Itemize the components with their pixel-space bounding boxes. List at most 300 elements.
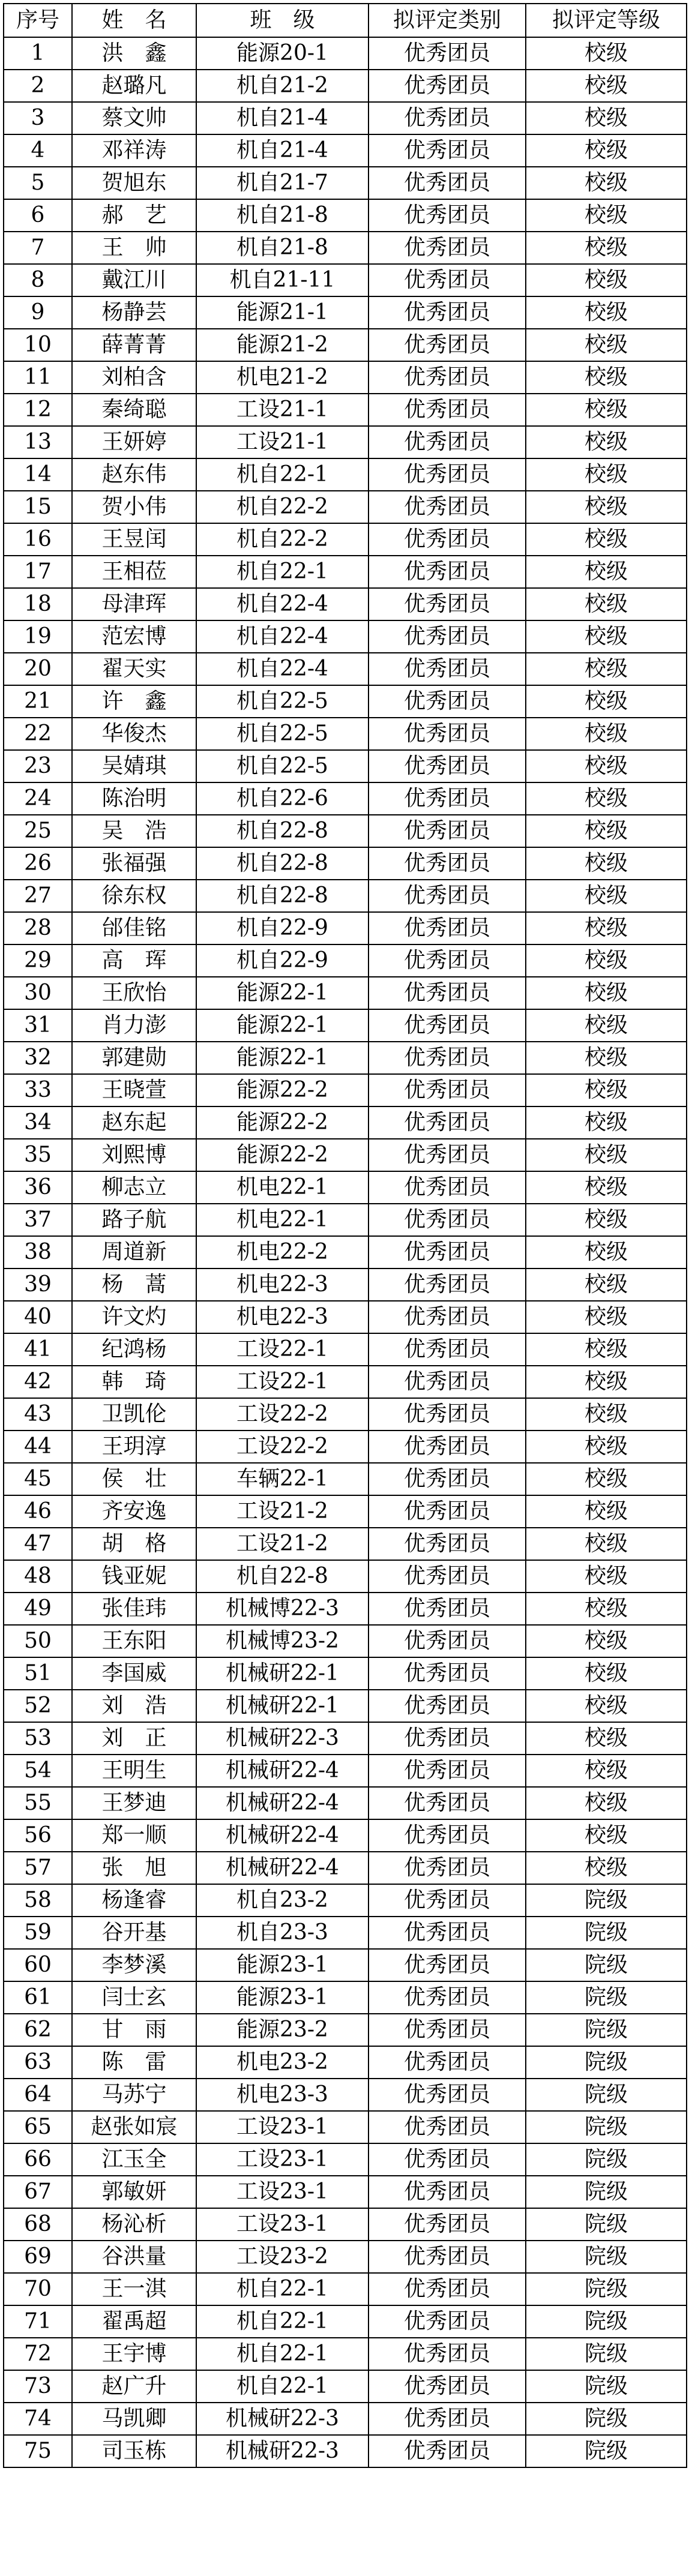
award-level-cell: 院级: [526, 2143, 687, 2176]
class-cell: 工设23-1: [196, 2208, 369, 2241]
class-cell: 工设22-1: [196, 1333, 369, 1366]
serial-number-cell: 5: [4, 167, 72, 199]
award-level-cell: 校级: [526, 1268, 687, 1301]
table-row: [4, 2403, 687, 2435]
award-category-cell: 优秀团员: [369, 1301, 526, 1333]
award-level-cell: 院级: [526, 2403, 687, 2435]
table-row: [4, 1074, 687, 1106]
award-level-cell: 院级: [526, 2273, 687, 2305]
award-level-cell: 校级: [526, 1398, 687, 1431]
table-row: [4, 1560, 687, 1593]
name-cell: 张福强: [72, 847, 196, 880]
serial-number-cell: 4: [4, 134, 72, 167]
award-category-cell: 优秀团员: [369, 2111, 526, 2143]
name-cell: 范宏博: [72, 620, 196, 653]
name-cell: 卫凯伦: [72, 1398, 196, 1431]
award-category-cell: 优秀团员: [369, 1106, 526, 1139]
name-cell: 赵东起: [72, 1106, 196, 1139]
class-cell: 机械研22-3: [196, 2403, 369, 2435]
class-cell: 能源23-1: [196, 1949, 369, 1981]
table-row: [4, 847, 687, 880]
serial-number-cell: 47: [4, 1528, 72, 1560]
class-cell: 机自22-8: [196, 847, 369, 880]
class-cell: 能源22-1: [196, 1009, 369, 1042]
serial-number-cell: 30: [4, 977, 72, 1009]
award-level-cell: 校级: [526, 847, 687, 880]
serial-number-cell: 72: [4, 2338, 72, 2370]
name-cell: 张 旭: [72, 1852, 196, 1884]
award-category-cell: 优秀团员: [369, 1139, 526, 1171]
name-cell: 柳志立: [72, 1171, 196, 1204]
class-cell: 工设23-1: [196, 2176, 369, 2208]
table-row: [4, 329, 687, 361]
class-cell: 工设23-1: [196, 2111, 369, 2143]
serial-number-cell: 57: [4, 1852, 72, 1884]
class-cell: 工设21-2: [196, 1495, 369, 1528]
class-cell: 能源22-1: [196, 977, 369, 1009]
name-cell: 贺旭东: [72, 167, 196, 199]
class-cell: 机电23-3: [196, 2079, 369, 2111]
award-level-cell: 校级: [526, 1528, 687, 1560]
award-category-cell: 优秀团员: [369, 1722, 526, 1755]
serial-number-cell: 24: [4, 782, 72, 815]
class-cell: 工设22-2: [196, 1431, 369, 1463]
serial-number-cell: 21: [4, 685, 72, 718]
class-cell: 机自22-1: [196, 2338, 369, 2370]
award-category-cell: 优秀团员: [369, 199, 526, 232]
award-level-cell: 校级: [526, 1593, 687, 1625]
table-row: [4, 1949, 687, 1981]
table-row: [4, 2176, 687, 2208]
table-row: [4, 523, 687, 556]
serial-number-cell: 9: [4, 296, 72, 329]
header-serial-number: 序号: [4, 4, 72, 37]
award-level-cell: 校级: [526, 1787, 687, 1819]
award-category-cell: 优秀团员: [369, 620, 526, 653]
award-category-cell: 优秀团员: [369, 1625, 526, 1657]
award-category-cell: 优秀团员: [369, 588, 526, 620]
award-level-cell: 校级: [526, 1690, 687, 1722]
award-level-cell: 院级: [526, 1917, 687, 1949]
table-row: [4, 1171, 687, 1204]
class-cell: 能源23-2: [196, 2014, 369, 2046]
award-category-cell: 优秀团员: [369, 847, 526, 880]
award-level-cell: 校级: [526, 102, 687, 134]
name-cell: 李国威: [72, 1657, 196, 1690]
award-category-cell: 优秀团员: [369, 491, 526, 523]
class-cell: 能源20-1: [196, 37, 369, 70]
award-level-cell: 校级: [526, 556, 687, 588]
class-cell: 机自22-8: [196, 880, 369, 912]
award-level-cell: 院级: [526, 2079, 687, 2111]
header-award-level: 拟评定等级: [526, 4, 687, 37]
award-level-cell: 院级: [526, 2338, 687, 2370]
class-cell: 机自22-2: [196, 523, 369, 556]
serial-number-cell: 74: [4, 2403, 72, 2435]
serial-number-cell: 11: [4, 361, 72, 394]
award-category-cell: 优秀团员: [369, 2338, 526, 2370]
table-row: [4, 880, 687, 912]
award-level-cell: 校级: [526, 685, 687, 718]
award-category-cell: 优秀团员: [369, 2208, 526, 2241]
serial-number-cell: 63: [4, 2046, 72, 2079]
name-cell: 江玉全: [72, 2143, 196, 2176]
serial-number-cell: 49: [4, 1593, 72, 1625]
name-cell: 刘 正: [72, 1722, 196, 1755]
award-category-cell: 优秀团员: [369, 1949, 526, 1981]
class-cell: 机械研22-4: [196, 1787, 369, 1819]
award-level-cell: 院级: [526, 1884, 687, 1917]
award-level-cell: 院级: [526, 2241, 687, 2273]
award-category-cell: 优秀团员: [369, 944, 526, 977]
award-category-cell: 优秀团员: [369, 1009, 526, 1042]
award-level-cell: 校级: [526, 296, 687, 329]
award-category-cell: 优秀团员: [369, 2143, 526, 2176]
award-level-cell: 校级: [526, 977, 687, 1009]
award-level-cell: 校级: [526, 134, 687, 167]
name-cell: 戴江川: [72, 264, 196, 296]
class-cell: 机自22-5: [196, 718, 369, 750]
table-row: [4, 1204, 687, 1236]
award-level-cell: 校级: [526, 1333, 687, 1366]
serial-number-cell: 33: [4, 1074, 72, 1106]
award-level-cell: 校级: [526, 1204, 687, 1236]
award-category-cell: 优秀团员: [369, 1560, 526, 1593]
class-cell: 工设23-1: [196, 2143, 369, 2176]
serial-number-cell: 2: [4, 70, 72, 102]
class-cell: 能源21-1: [196, 296, 369, 329]
award-category-cell: 优秀团员: [369, 1819, 526, 1852]
award-level-cell: 校级: [526, 1366, 687, 1398]
table-row: [4, 199, 687, 232]
award-level-cell: 校级: [526, 912, 687, 944]
table-row: [4, 361, 687, 394]
award-category-cell: 优秀团员: [369, 426, 526, 458]
serial-number-cell: 20: [4, 653, 72, 685]
award-category-cell: 优秀团员: [369, 1917, 526, 1949]
award-category-cell: 优秀团员: [369, 2305, 526, 2338]
name-cell: 杨 蒿: [72, 1268, 196, 1301]
name-cell: 贺小伟: [72, 491, 196, 523]
class-cell: 机械研22-4: [196, 1755, 369, 1787]
table-row: [4, 102, 687, 134]
name-cell: 周道新: [72, 1236, 196, 1268]
serial-number-cell: 34: [4, 1106, 72, 1139]
table-row: [4, 1690, 687, 1722]
award-category-cell: 优秀团员: [369, 2046, 526, 2079]
table-row: [4, 232, 687, 264]
award-category-cell: 优秀团员: [369, 2241, 526, 2273]
class-cell: 能源22-2: [196, 1074, 369, 1106]
name-cell: 郭建勋: [72, 1042, 196, 1074]
award-level-cell: 校级: [526, 1495, 687, 1528]
name-cell: 许 鑫: [72, 685, 196, 718]
class-cell: 机自21-2: [196, 70, 369, 102]
name-cell: 纪鸿杨: [72, 1333, 196, 1366]
award-level-cell: 校级: [526, 199, 687, 232]
name-cell: 李梦溪: [72, 1949, 196, 1981]
award-level-cell: 校级: [526, 361, 687, 394]
class-cell: 机自21-8: [196, 232, 369, 264]
table-row: [4, 491, 687, 523]
serial-number-cell: 54: [4, 1755, 72, 1787]
table-row: [4, 2143, 687, 2176]
award-category-cell: 优秀团员: [369, 1074, 526, 1106]
serial-number-cell: 65: [4, 2111, 72, 2143]
class-cell: 机自23-2: [196, 1884, 369, 1917]
class-cell: 机自22-2: [196, 491, 369, 523]
serial-number-cell: 64: [4, 2079, 72, 2111]
award-category-cell: 优秀团员: [369, 2079, 526, 2111]
class-cell: 机电23-2: [196, 2046, 369, 2079]
class-cell: 机械研22-3: [196, 1722, 369, 1755]
class-cell: 机械博23-2: [196, 1625, 369, 1657]
class-cell: 机械研22-4: [196, 1852, 369, 1884]
table-row: [4, 1236, 687, 1268]
class-cell: 工设22-2: [196, 1398, 369, 1431]
serial-number-cell: 51: [4, 1657, 72, 1690]
award-category-cell: 优秀团员: [369, 1042, 526, 1074]
name-cell: 胡 格: [72, 1528, 196, 1560]
table-row: [4, 1528, 687, 1560]
class-cell: 机自22-8: [196, 1560, 369, 1593]
table-row: [4, 2111, 687, 2143]
serial-number-cell: 69: [4, 2241, 72, 2273]
serial-number-cell: 16: [4, 523, 72, 556]
award-level-cell: 校级: [526, 1074, 687, 1106]
serial-number-cell: 31: [4, 1009, 72, 1042]
serial-number-cell: 59: [4, 1917, 72, 1949]
award-category-cell: 优秀团员: [369, 523, 526, 556]
award-level-cell: 校级: [526, 750, 687, 782]
class-cell: 工设21-2: [196, 1528, 369, 1560]
award-level-cell: 院级: [526, 2046, 687, 2079]
table-row: [4, 1398, 687, 1431]
name-cell: 秦绮聪: [72, 394, 196, 426]
table-row: [4, 620, 687, 653]
award-level-cell: 院级: [526, 2176, 687, 2208]
serial-number-cell: 53: [4, 1722, 72, 1755]
class-cell: 能源22-1: [196, 1042, 369, 1074]
name-cell: 赵东伟: [72, 458, 196, 491]
serial-number-cell: 17: [4, 556, 72, 588]
table-body: [4, 37, 687, 2467]
class-cell: 机自21-7: [196, 167, 369, 199]
serial-number-cell: 3: [4, 102, 72, 134]
serial-number-cell: 56: [4, 1819, 72, 1852]
name-cell: 闫士玄: [72, 1981, 196, 2014]
table-row: [4, 1009, 687, 1042]
award-category-cell: 优秀团员: [369, 815, 526, 847]
award-level-cell: 校级: [526, 232, 687, 264]
award-level-cell: 校级: [526, 426, 687, 458]
award-category-cell: 优秀团员: [369, 1431, 526, 1463]
class-cell: 机自21-8: [196, 199, 369, 232]
table-row: [4, 2046, 687, 2079]
serial-number-cell: 58: [4, 1884, 72, 1917]
award-level-cell: 校级: [526, 1463, 687, 1495]
class-cell: 机自22-1: [196, 2305, 369, 2338]
award-category-cell: 优秀团员: [369, 1463, 526, 1495]
award-level-cell: 校级: [526, 815, 687, 847]
award-level-cell: 院级: [526, 2370, 687, 2403]
class-cell: 车辆22-1: [196, 1463, 369, 1495]
table-row: [4, 70, 687, 102]
name-cell: 华俊杰: [72, 718, 196, 750]
award-level-cell: 校级: [526, 1431, 687, 1463]
name-cell: 甘 雨: [72, 2014, 196, 2046]
serial-number-cell: 75: [4, 2435, 72, 2467]
name-cell: 邓祥涛: [72, 134, 196, 167]
table-row: [4, 2338, 687, 2370]
award-category-cell: 优秀团员: [369, 2403, 526, 2435]
name-cell: 杨逢睿: [72, 1884, 196, 1917]
award-level-cell: 校级: [526, 1657, 687, 1690]
class-cell: 工设22-1: [196, 1366, 369, 1398]
award-level-cell: 校级: [526, 782, 687, 815]
name-cell: 徐东权: [72, 880, 196, 912]
name-cell: 郭敏妍: [72, 2176, 196, 2208]
table-row: [4, 815, 687, 847]
name-cell: 王妍婷: [72, 426, 196, 458]
class-cell: 机自22-1: [196, 458, 369, 491]
name-cell: 赵广升: [72, 2370, 196, 2403]
award-category-cell: 优秀团员: [369, 1755, 526, 1787]
table-row: [4, 2014, 687, 2046]
table-row: [4, 912, 687, 944]
award-level-cell: 校级: [526, 1042, 687, 1074]
serial-number-cell: 61: [4, 1981, 72, 2014]
serial-number-cell: 22: [4, 718, 72, 750]
serial-number-cell: 41: [4, 1333, 72, 1366]
serial-number-cell: 73: [4, 2370, 72, 2403]
table-row: [4, 1366, 687, 1398]
name-cell: 谷洪量: [72, 2241, 196, 2273]
class-cell: 机自21-4: [196, 134, 369, 167]
class-cell: 机自22-1: [196, 556, 369, 588]
class-cell: 机自21-11: [196, 264, 369, 296]
class-cell: 机自21-4: [196, 102, 369, 134]
award-category-cell: 优秀团员: [369, 977, 526, 1009]
serial-number-cell: 39: [4, 1268, 72, 1301]
class-cell: 机械研22-1: [196, 1657, 369, 1690]
award-category-cell: 优秀团员: [369, 912, 526, 944]
table-row: [4, 1495, 687, 1528]
award-category-cell: 优秀团员: [369, 2014, 526, 2046]
serial-number-cell: 1: [4, 37, 72, 70]
award-category-cell: 优秀团员: [369, 458, 526, 491]
name-cell: 王玥淳: [72, 1431, 196, 1463]
table-row: [4, 1106, 687, 1139]
name-cell: 翟天实: [72, 653, 196, 685]
table-row: [4, 2208, 687, 2241]
award-category-cell: 优秀团员: [369, 2273, 526, 2305]
award-level-cell: 校级: [526, 264, 687, 296]
serial-number-cell: 15: [4, 491, 72, 523]
award-level-cell: 院级: [526, 2111, 687, 2143]
award-category-cell: 优秀团员: [369, 718, 526, 750]
class-cell: 能源22-2: [196, 1139, 369, 1171]
name-cell: 薛菁菁: [72, 329, 196, 361]
award-category-cell: 优秀团员: [369, 134, 526, 167]
award-category-cell: 优秀团员: [369, 1204, 526, 1236]
class-cell: 机电22-3: [196, 1301, 369, 1333]
award-level-cell: 校级: [526, 653, 687, 685]
award-level-cell: 校级: [526, 588, 687, 620]
class-cell: 机自22-9: [196, 944, 369, 977]
award-category-cell: 优秀团员: [369, 329, 526, 361]
table-row: [4, 1333, 687, 1366]
name-cell: 肖力澎: [72, 1009, 196, 1042]
award-level-cell: 校级: [526, 1819, 687, 1852]
name-cell: 王 帅: [72, 232, 196, 264]
name-cell: 王梦迪: [72, 1787, 196, 1819]
award-category-cell: 优秀团员: [369, 2435, 526, 2467]
award-level-cell: 校级: [526, 491, 687, 523]
name-cell: 路子航: [72, 1204, 196, 1236]
table-row: [4, 1852, 687, 1884]
class-cell: 机自22-4: [196, 620, 369, 653]
name-cell: 王昱闰: [72, 523, 196, 556]
award-category-cell: 优秀团员: [369, 1366, 526, 1398]
name-cell: 马苏宁: [72, 2079, 196, 2111]
serial-number-cell: 32: [4, 1042, 72, 1074]
table-row: [4, 264, 687, 296]
award-level-cell: 院级: [526, 2435, 687, 2467]
award-level-cell: 院级: [526, 1949, 687, 1981]
table-row: [4, 37, 687, 70]
award-category-cell: 优秀团员: [369, 653, 526, 685]
award-category-cell: 优秀团员: [369, 782, 526, 815]
name-cell: 郑一顺: [72, 1819, 196, 1852]
table-row: [4, 653, 687, 685]
table-row: [4, 1819, 687, 1852]
name-cell: 韩 琦: [72, 1366, 196, 1398]
award-category-cell: 优秀团员: [369, 1593, 526, 1625]
award-category-cell: 优秀团员: [369, 394, 526, 426]
award-level-cell: 校级: [526, 458, 687, 491]
table-row: [4, 2079, 687, 2111]
name-cell: 陈 雷: [72, 2046, 196, 2079]
serial-number-cell: 12: [4, 394, 72, 426]
award-level-cell: 校级: [526, 1009, 687, 1042]
award-category-cell: 优秀团员: [369, 1528, 526, 1560]
table-row: [4, 2370, 687, 2403]
award-category-cell: 优秀团员: [369, 2370, 526, 2403]
class-cell: 工设21-1: [196, 394, 369, 426]
award-level-cell: 校级: [526, 1560, 687, 1593]
class-cell: 机电22-1: [196, 1171, 369, 1204]
class-cell: 机自23-3: [196, 1917, 369, 1949]
serial-number-cell: 50: [4, 1625, 72, 1657]
serial-number-cell: 45: [4, 1463, 72, 1495]
table-row: [4, 2305, 687, 2338]
table-row: [4, 296, 687, 329]
award-category-cell: 优秀团员: [369, 1852, 526, 1884]
class-cell: 机械研22-1: [196, 1690, 369, 1722]
header-name: 姓 名: [72, 4, 196, 37]
award-category-cell: 优秀团员: [369, 264, 526, 296]
table-row: [4, 1301, 687, 1333]
award-category-cell: 优秀团员: [369, 296, 526, 329]
class-cell: 机电21-2: [196, 361, 369, 394]
table-row: [4, 134, 687, 167]
award-level-cell: 校级: [526, 1301, 687, 1333]
name-cell: 翟禹超: [72, 2305, 196, 2338]
award-level-cell: 院级: [526, 1981, 687, 2014]
name-cell: 张佳玮: [72, 1593, 196, 1625]
table-row: [4, 1042, 687, 1074]
